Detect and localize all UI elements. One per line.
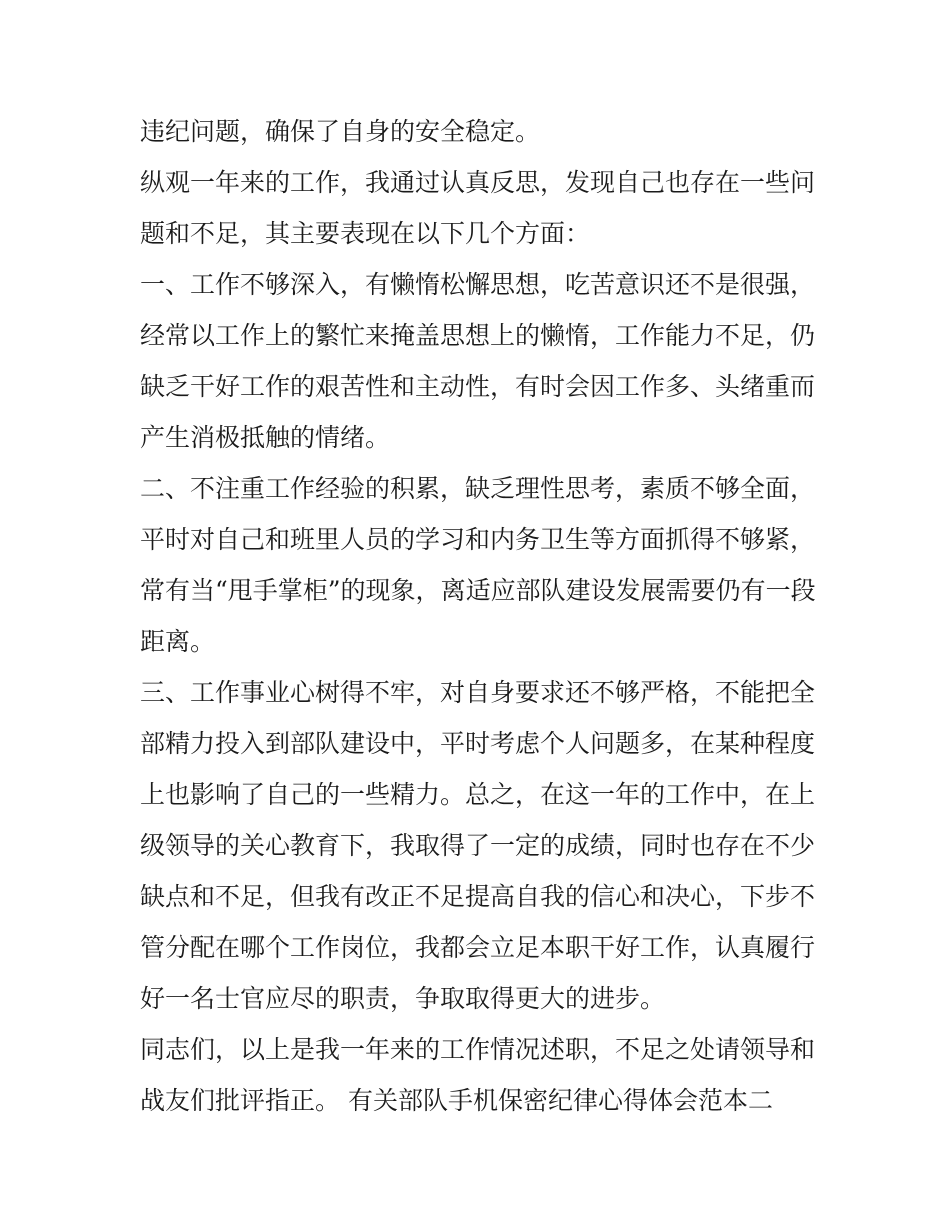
document-body (140, 106, 816, 1126)
text-line: 纵观一年来的工作，我通过认真反思，发现自己也存在一些问 (140, 168, 816, 197)
text-line: 战友们批评指正。 有关部队手机保密纪律心得体会范本二 (140, 1086, 773, 1115)
text-line: 上也影响了自己的一些精力。总之，在这一年的工作中，在上 (140, 780, 816, 809)
text-line: 缺乏干好工作的艰苦性和主动性，有时会因工作多、头绪重而 (140, 372, 816, 401)
text-line: 同志们，以上是我一年来的工作情况述职，不足之处请领导和 (140, 1035, 816, 1064)
text-line: 常有当“甩手掌柜”的现象，离适应部队建设发展需要仍有一段 (140, 576, 816, 605)
text-line: 一、工作不够深入，有懒惰松懈思想，吃苦意识还不是很强， (140, 270, 816, 299)
text-line: 二、不注重工作经验的积累，缺乏理性思考，素质不够全面， (140, 474, 816, 503)
text-line: 经常以工作上的繁忙来掩盖思想上的懒惰，工作能力不足，仍 (140, 321, 816, 350)
text-line: 题和不足，其主要表现在以下几个方面： (140, 219, 591, 248)
text-line: 三、工作事业心树得不牢，对自身要求还不够严格，不能把全 (140, 678, 816, 707)
text-line: 产生消极抵触的情绪。 (140, 423, 391, 452)
text-line: 部精力投入到部队建设中，平时考虑个人问题多，在某种程度 (140, 729, 816, 758)
text-line: 级领导的关心教育下，我取得了一定的成绩，同时也存在不少 (140, 831, 816, 860)
text-line: 缺点和不足，但我有改正不足提高自我的信心和决心，下步不 (140, 882, 816, 911)
text-line: 好一名士官应尽的职责，争取取得更大的进步。 (140, 984, 666, 1013)
text-line: 违纪问题，确保了自身的安全稳定。 (140, 117, 541, 146)
text-line: 距离。 (140, 627, 216, 656)
text-line: 管分配在哪个工作岗位，我都会立足本职干好工作，认真履行 (140, 933, 816, 962)
text-line: 平时对自己和班里人员的学习和内务卫生等方面抓得不够紧， (140, 525, 816, 554)
